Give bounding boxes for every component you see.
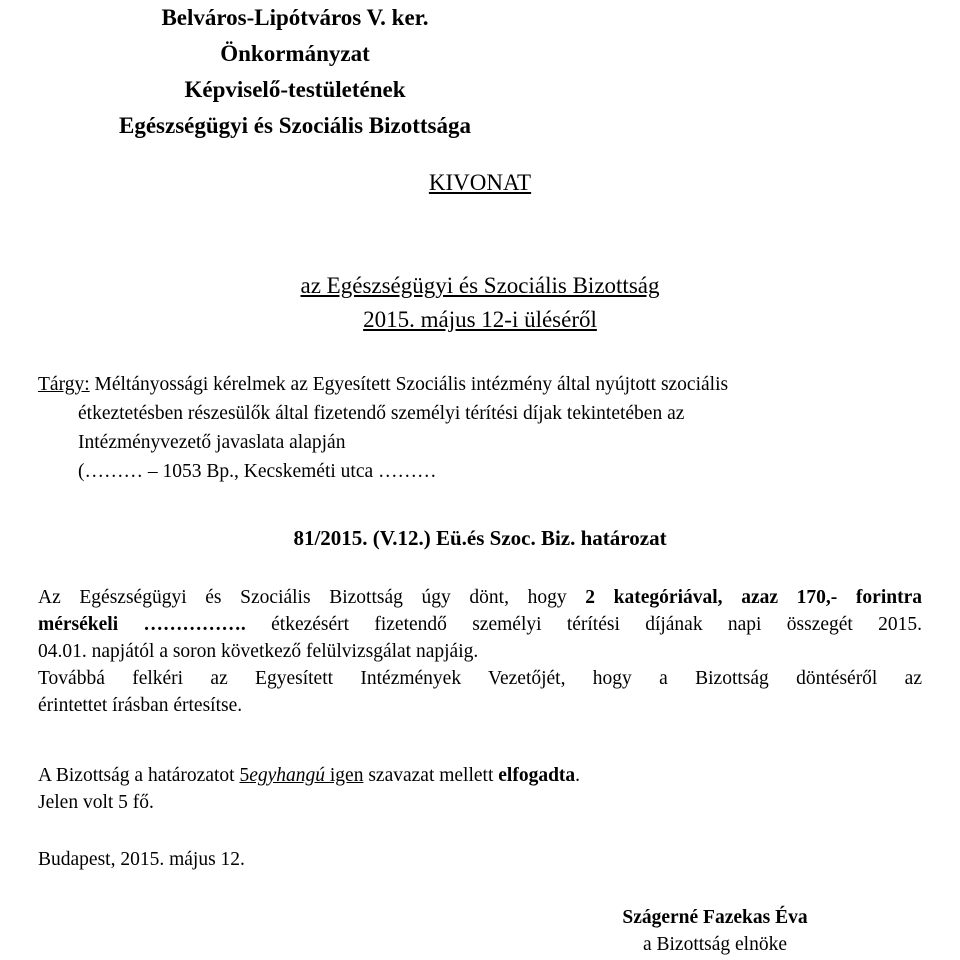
issuer-header [0,0,590,144]
body-line-1 [38,584,922,611]
body-line-2 [38,611,922,638]
issuer-line-2: Önkormányzat [220,41,370,66]
vote-unanimous: egyhangú [249,765,325,786]
body-text-1b: 2 kategóriával, azaz 170,- forintra [585,587,922,608]
document-subtitle-1: az Egészségügyi és Szociális Bizottság [300,273,660,298]
subject-label: Tárgy: [38,374,90,395]
vote-accepted: elfogadta [498,765,576,786]
document-title: KIVONAT [428,170,532,195]
subject-line-1 [38,370,938,399]
body-line-3: 04.01. napjától a soron következő felülvizsgálat napjáig. [38,641,479,662]
body-line-5: érintettet írásban értesítse. [38,695,243,716]
subject-line-2: étkeztetésben részesülők által fizetendő személyi térítési díjak tekintetében az [78,403,685,424]
issuer-line-3: Képviselő-testületének [184,77,406,102]
vote-yes: igen [325,765,364,786]
body-text-1a: Az Egészségügyi és Szociális Bizottság úgy dönt, hogy [38,587,586,608]
issuer-line-1: Belváros-Lipótváros V. ker. [161,5,429,30]
body-line-4: Továbbá felkéri az Egyesített Intézmények Vezetőjét, hogy a Bizottság döntéséről az [38,668,922,689]
issuer-line-4: Egészségügyi és Szociális Bizottsága [119,113,471,138]
vote-text-a: A Bizottság a határozatot [38,765,240,786]
subject-line-4: (……… – 1053 Bp., Kecskeméti utca ……… [78,461,437,482]
document-subtitle-2: 2015. május 12-i üléséről [363,307,597,332]
place-date: Budapest, 2015. május 12. [38,849,245,870]
vote-line [38,762,922,789]
resolution-body [38,584,922,719]
vote-period: . [575,765,581,786]
body-text-1d: étkezésért fizetendő személyi térítési díjának napi összegét 2015. [271,614,923,635]
subject-line-3: Intézményvezető javaslata alapján [78,432,346,453]
signatory-name: Szágerné Fazekas Éva [622,907,808,928]
signature-block [560,904,870,958]
subject-text-1: Méltányossági kérelmek az Egyesített Szociális intézmény által nyújtott szociális [89,374,729,395]
vote-text-e: szavazat mellett [363,765,499,786]
body-text-1c: mérsékeli ……………. [38,614,272,635]
present-line: Jelen volt 5 fő. [38,792,154,813]
vote-count: 5 [239,765,250,786]
subject-block [38,370,938,486]
vote-block [38,762,922,816]
signatory-role: a Bizottság elnöke [642,934,788,955]
resolution-number: 81/2015. (V.12.) Eü.és Szoc. Biz. határozat [293,526,667,550]
